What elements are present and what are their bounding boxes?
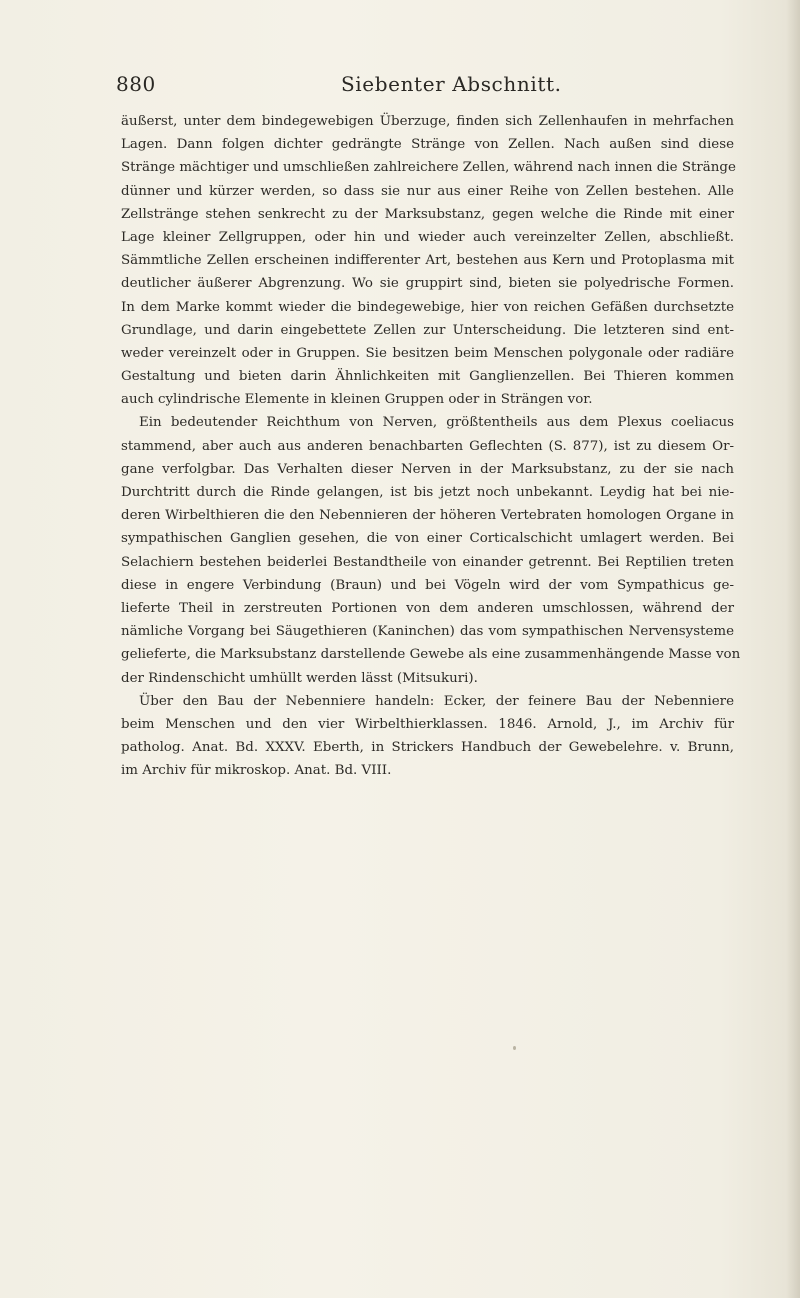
text-line: Gestaltung und bieten darin Ähnlichkeiten mit Ganglienzellen. Bei Thieren kommen — [121, 369, 734, 385]
body-text — [121, 110, 741, 782]
text-line: gelieferte, die Marksubstanz darstellende Gewebe als eine zusammenhängende Masse von — [121, 647, 741, 663]
text-line: diese in engere Verbindung (Braun) und bei Vögeln wird der vom Sympathicus ge- — [121, 577, 734, 593]
text-line: dünner und kürzer werden, so dass sie nur aus einer Reihe von Zellen bestehen. Alle — [121, 183, 734, 199]
text-line: Ein bedeutender Reichthum von Nerven, größtentheils aus dem Plexus coeliacus — [139, 415, 734, 431]
text-line: im Archiv für mikroskop. Anat. Bd. VIII. — [121, 763, 392, 779]
text-line: Stränge mächtiger und umschließen zahlreichere Zellen, während nach innen die Stränge — [121, 160, 736, 176]
text-line: lieferte Theil in zerstreuten Portionen von dem anderen umschlossen, während der — [121, 600, 734, 616]
page-number: 880 — [116, 72, 156, 96]
text-line: Zellstränge stehen senkrecht zu der Marksubstanz, gegen welche die Rinde mit einer — [121, 206, 734, 222]
page-edge-shadow — [786, 0, 800, 1298]
text-line: patholog. Anat. Bd. XXXV. Eberth, in Strickers Handbuch der Gewebelehre. v. Brunn, — [121, 740, 734, 756]
text-line: In dem Marke kommt wieder die bindegewebige, hier von reichen Gefäßen durchsetzte — [121, 299, 734, 315]
text-line: Selachiern bestehen beiderlei Bestandtheile von einander getrennt. Bei Reptilien treten — [121, 554, 734, 570]
text-line: Lagen. Dann folgen dichter gedrängte Stränge von Zellen. Nach außen sind diese — [121, 137, 734, 153]
text-line: Durchtritt durch die Rinde gelangen, ist bis jetzt noch unbekannt. Leydig hat bei nie- — [121, 485, 734, 500]
text-line: weder vereinzelt oder in Gruppen. Sie besitzen beim Menschen polygonale oder radiäre — [121, 345, 734, 361]
text-line: der Rindenschicht umhüllt werden lässt (Mitsukuri). — [121, 670, 478, 686]
text-line: deren Wirbelthieren die den Nebennieren der höheren Vertebraten homologen Organe in — [121, 508, 734, 524]
text-line: Sämmtliche Zellen erscheinen indifferenter Art, bestehen aus Kern und Protoplasma mit — [121, 253, 734, 269]
text-line: stammend, aber auch aus anderen benachbarten Geflechten (S. 877), ist zu diesem Or- — [121, 438, 734, 454]
text-line: deutlicher äußerer Abgrenzung. Wo sie gruppirt sind, bieten sie polyedrische Formen. — [121, 276, 734, 292]
text-line: sympathischen Ganglien gesehen, die von einer Corticalschicht umlagert werden. Bei — [121, 531, 734, 547]
text-line: gane verfolgbar. Das Verhalten dieser Nerven in der Marksubstanz, zu der sie nach — [121, 461, 734, 477]
text-line: beim Menschen und den vier Wirbelthierklassen. 1846. Arnold, J., im Archiv für — [121, 716, 734, 732]
text-line: Über den Bau der Nebenniere handeln: Ecker, der feinere Bau der Nebenniere — [139, 693, 734, 709]
running-head — [116, 72, 736, 102]
section-title: Siebenter Abschnitt. — [341, 72, 562, 96]
text-line: nämliche Vorgang bei Säugethieren (Kaninchen) das vom sympathischen Nervensysteme — [121, 624, 734, 640]
text-line: Lage kleiner Zellgruppen, oder hin und wieder auch vereinzelter Zellen, abschließt. — [121, 229, 734, 245]
paper-speck — [513, 1046, 516, 1050]
text-line: äußerst, unter dem bindegewebigen Überzuge, finden sich Zellenhaufen in mehrfachen — [121, 114, 734, 129]
text-line: Grundlage, und darin eingebettete Zellen zur Unterscheidung. Die letzteren sind ent- — [121, 322, 734, 338]
text-line: auch cylindrische Elemente in kleinen Gruppen oder in Strängen vor. — [121, 392, 593, 408]
